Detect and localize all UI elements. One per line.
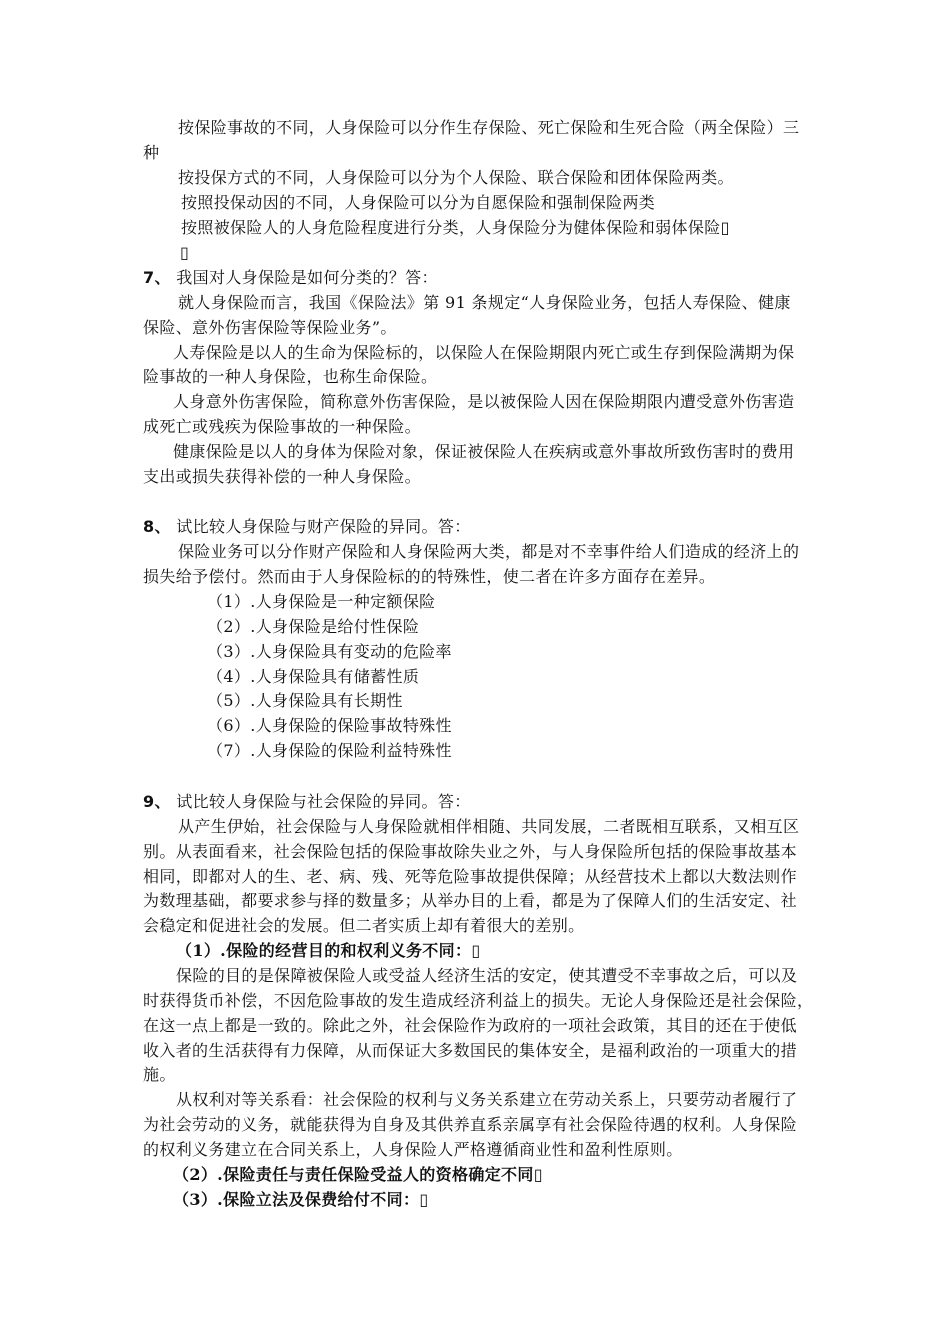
paragraph-line: 相同，即都对人的生、老、病、残、死等危险事故提供保障；从经营技术上都以大数法则作 (143, 867, 798, 886)
subpoint-heading: （1）.保险的经营目的和权利义务不同：▯ (176, 941, 481, 960)
paragraph-line: 收入者的生活获得有力保障，从而保证大多数国民的集体安全，是福利政治的一项重大的措 (143, 1041, 798, 1060)
question-heading: 7、 我国对人身保险是如何分类的？答： (143, 268, 438, 287)
paragraph-line: 保险业务可以分作财产保险和人身保险两大类，都是对不幸事件给人们造成的经济上的 (178, 542, 800, 561)
paragraph-line: 支出或损失获得补偿的一种人身保险。 (143, 467, 421, 486)
subpoint-heading: （2）.保险责任与责任保险受益人的资格确定不同▯ (173, 1165, 543, 1184)
paragraph-line: 会稳定和促进社会的发展。但二者实质上却有着很大的差别。 (143, 916, 585, 935)
placeholder-glyph-icon: ▯ (533, 1165, 543, 1184)
paragraph-line: 种 (143, 143, 160, 162)
list-item: （1）.人身保险是一种定额保险 (207, 592, 436, 611)
subpoint-heading: （3）.保险立法及保费给付不同：▯ (173, 1190, 429, 1209)
paragraph-line (180, 242, 189, 264)
paragraph-line: 从权利对等关系看：社会保险的权利与义务关系建立在劳动关系上，只要劳动者履行了 (176, 1090, 798, 1109)
placeholder-glyph-icon: ▯ (180, 243, 190, 262)
list-item: （6）.人身保险的保险事故特殊性 (207, 716, 452, 735)
paragraph-line: 从产生伊始，社会保险与人身保险就相伴相随、共同发展，二者既相互联系，又相互区 (178, 817, 800, 836)
paragraph-line: 保险的目的是保障被保险人或受益人经济生活的安定，使其遭受不幸事故之后，可以及 (176, 966, 798, 985)
list-item: （7）.人身保险的保险利益特殊性 (207, 741, 452, 760)
paragraph-line: 按照投保动因的不同，人身保险可以分为自愿保险和强制保险两类 (181, 193, 656, 212)
list-item: （3）.人身保险具有变动的危险率 (207, 642, 452, 661)
paragraph-line: 就人身保险而言，我国《保险法》第 91 条规定“人身保险业务，包括人寿保险、健康 (178, 293, 791, 312)
paragraph-line: 按投保方式的不同，人身保险可以分为个人保险、联合保险和团体保险两类。 (178, 168, 734, 187)
paragraph-line: 别。从表面看来，社会保险包括的保险事故除失业之外，与人身保险所包括的保险事故基本 (143, 842, 798, 861)
paragraph-line: 人寿保险是以人的生命为保险标的，以保险人在保险期限内死亡或生存到保险满期为保 (173, 343, 795, 362)
paragraph-line: 为数理基础，都要求参与择的数量多；从举办目的上看，都是为了保障人们的生活安定、社 (143, 891, 798, 910)
placeholder-glyph-icon: ▯ (419, 1190, 429, 1209)
list-item: （5）.人身保险具有长期性 (207, 691, 403, 710)
question-heading: 8、 试比较人身保险与财产保险的异同。答： (143, 517, 471, 536)
paragraph-line: 时获得货币补偿，不因危险事故的发生造成经济利益上的损失。无论人身保险还是社会保险， (143, 991, 814, 1010)
list-item: （2）.人身保险是给付性保险 (207, 617, 420, 636)
paragraph-line: 损失给予偿付。然而由于人身保险标的的特殊性，使二者在许多方面存在差异。 (143, 567, 716, 586)
paragraph-line: 险事故的一种人身保险，也称生命保险。 (143, 367, 438, 386)
paragraph-line: 人身意外伤害保险，简称意外伤害保险，是以被保险人因在保险期限内遭受意外伤害造 (173, 392, 795, 411)
paragraph-line: 按保险事故的不同，人身保险可以分作生存保险、死亡保险和生死合险（两全保险）三 (178, 118, 800, 137)
placeholder-glyph-icon: ▯ (471, 941, 481, 960)
paragraph-line: 按照被保险人的人身危险程度进行分类，人身保险分为健体保险和弱体保险▯ (181, 218, 730, 237)
paragraph-line: 保险、意外伤害保险等保险业务”。 (143, 318, 397, 337)
paragraph-line: 的权利义务建立在合同关系上，人身保险人严格遵循商业性和盈利性原则。 (143, 1140, 683, 1159)
paragraph-line: 在这一点上都是一致的。除此之外，社会保险作为政府的一项社会政策，其目的还在于使低 (143, 1016, 798, 1035)
list-item: （4）.人身保险具有储蓄性质 (207, 667, 420, 686)
placeholder-glyph-icon: ▯ (720, 218, 730, 237)
paragraph-line: 健康保险是以人的身体为保险对象，保证被保险人在疾病或意外事故所致伤害时的费用 (173, 442, 795, 461)
paragraph-line: 为社会劳动的义务，就能获得为自身及其供养直系亲属享有社会保险待遇的权利。人身保险 (143, 1115, 798, 1134)
paragraph-line: 成死亡或残疾为保险事故的一种保险。 (143, 417, 421, 436)
paragraph-line: 施。 (143, 1065, 176, 1084)
question-heading: 9、 试比较人身保险与社会保险的异同。答： (143, 792, 471, 811)
